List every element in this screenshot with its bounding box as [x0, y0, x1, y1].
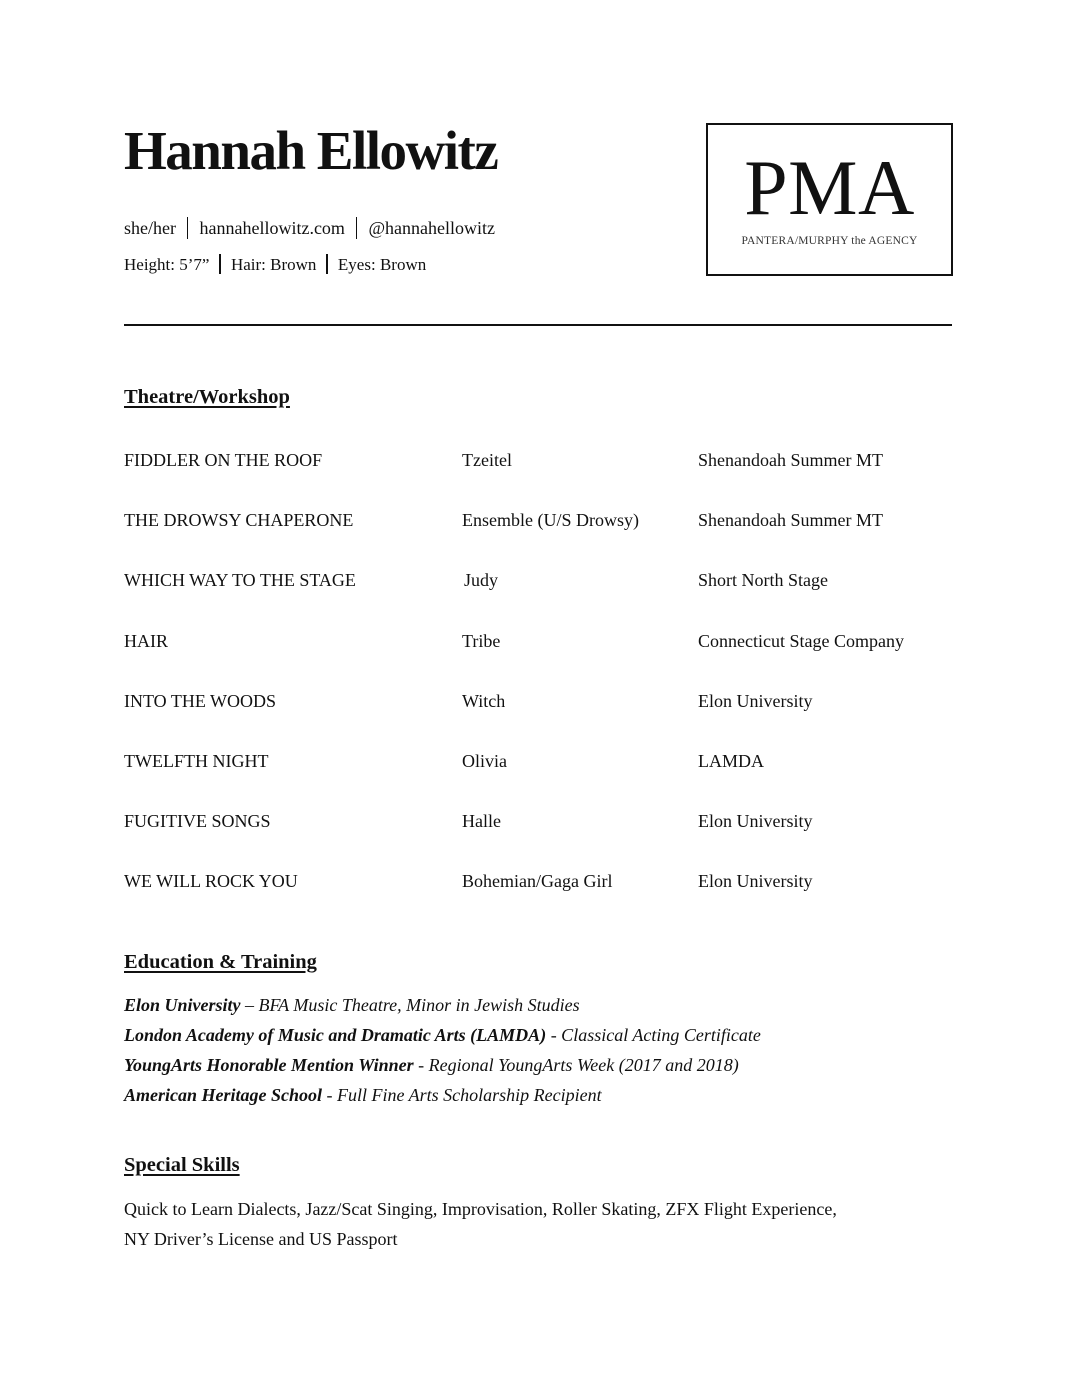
credit-role: Bohemian/Gaga Girl: [462, 871, 613, 891]
agency-name: PANTERA/MURPHY the AGENCY: [741, 235, 918, 247]
education-heading: Education & Training: [124, 951, 317, 973]
credit-venue: Shenandoah Summer MT: [698, 450, 883, 470]
skills-heading: Special Skills: [124, 1154, 240, 1176]
stats-line: [124, 254, 426, 276]
divider: [326, 254, 328, 274]
education-institution: London Academy of Music and Dramatic Arts (LAMDA): [124, 1025, 547, 1045]
hair-stat: Hair: Brown: [230, 255, 317, 274]
education-entry: [124, 1054, 739, 1076]
agency-logo: PMA: [744, 144, 915, 231]
education-detail: – BFA Music Theatre, Minor in Jewish Studies: [240, 995, 580, 1015]
credit-venue: Elon University: [698, 691, 813, 711]
height-stat: Height: 5’7”: [124, 255, 210, 274]
divider: [187, 217, 189, 239]
website-link[interactable]: hannahellowitz.com: [199, 218, 345, 238]
credit-venue: Elon University: [698, 871, 813, 891]
credit-show: THE DROWSY CHAPERONE: [124, 510, 354, 530]
eyes-stat: Eyes: Brown: [337, 255, 427, 274]
credit-role: Ensemble (U/S Drowsy): [462, 510, 639, 530]
credit-role: Halle: [462, 811, 501, 831]
credit-show: FUGITIVE SONGS: [124, 811, 271, 831]
agency-logo-box: [706, 123, 953, 276]
credit-show: FIDDLER ON THE ROOF: [124, 450, 323, 470]
contact-line: [124, 217, 495, 239]
credit-role: Judy: [464, 570, 499, 590]
education-institution: American Heritage School: [124, 1085, 322, 1105]
credit-role: Olivia: [462, 751, 507, 771]
education-detail: - Classical Acting Certificate: [546, 1025, 761, 1045]
credit-role: Tzeitel: [462, 450, 512, 470]
divider: [356, 217, 358, 239]
education-institution: Elon University: [124, 995, 241, 1015]
credit-venue: Connecticut Stage Company: [698, 631, 904, 651]
skills-text-line-1: Quick to Learn Dialects, Jazz/Scat Singing, Improvisation, Roller Skating, ZFX Flight Experience,: [124, 1199, 837, 1219]
education-entry: [124, 1024, 761, 1046]
credit-show: WHICH WAY TO THE STAGE: [124, 570, 356, 590]
credit-show: INTO THE WOODS: [124, 691, 276, 711]
credit-venue: Short North Stage: [698, 570, 828, 590]
actor-name: Hannah Ellowitz: [124, 120, 498, 181]
credit-show: HAIR: [124, 631, 168, 651]
education-detail: - Regional YoungArts Week (2017 and 2018): [413, 1055, 739, 1075]
credit-show: TWELFTH NIGHT: [124, 751, 269, 771]
education-detail: - Full Fine Arts Scholarship Recipient: [322, 1085, 602, 1105]
social-handle[interactable]: @hannahellowitz: [368, 218, 495, 238]
skills-text-line-2: NY Driver’s License and US Passport: [124, 1229, 398, 1249]
education-entry: [124, 994, 580, 1016]
education-institution: YoungArts Honorable Mention Winner: [124, 1055, 414, 1075]
credit-show: WE WILL ROCK YOU: [124, 871, 298, 891]
theatre-heading: Theatre/Workshop: [124, 386, 290, 408]
credit-venue: LAMDA: [698, 751, 764, 771]
credit-role: Tribe: [462, 631, 501, 651]
credit-role: Witch: [462, 691, 506, 711]
header-rule: [124, 324, 952, 326]
credit-venue: Elon University: [698, 811, 813, 831]
pronouns: she/her: [124, 218, 176, 238]
divider: [219, 254, 221, 274]
education-entry: [124, 1084, 602, 1106]
credit-venue: Shenandoah Summer MT: [698, 510, 883, 530]
